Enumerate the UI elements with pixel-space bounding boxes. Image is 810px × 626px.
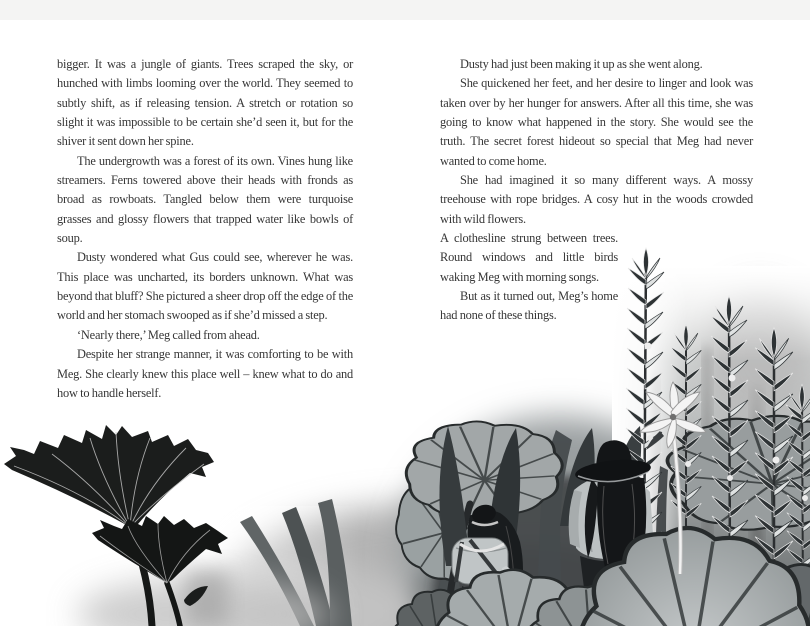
body-paragraph: She quickened her feet, and her desire to linger and look was taken over by her hunger for answers. After all this time, she was going to know what happened in the story. She would see the truth. The secret forest hideout so special that Meg had never wanted to come home.	[440, 76, 753, 168]
body-paragraph: bigger. It was a jungle of giants. Trees scraped the sky, or hunched with limbs looming over the world. They seemed to subtly shift, as if releasing tension. A stretch or rotation so slight it was impossible to be certain she’d seen it, but for the shiver it sent down her spine.	[57, 57, 353, 149]
text-wrap-around-illustration	[440, 229, 618, 326]
left-page-text-column	[57, 55, 353, 403]
body-paragraph: But as it turned out, Meg’s home had none of these things.	[440, 289, 618, 323]
body-paragraph: Despite her strange manner, it was comforting to be with Meg. She clearly knew this place well – knew what to do and how to handle herself.	[57, 347, 353, 400]
body-paragraph: She had imagined it so many different ways. A mossy treehouse with rope bridges. A cosy hut in the woods crowded with wild flowers.	[440, 173, 753, 226]
body-paragraph: Dusty had just been making it up as she went along.	[460, 57, 703, 71]
body-paragraph: Dusty wondered what Gus could see, wherever he was. This place was uncharted, its borders unknown. What was beyond that bluff? She pictured a sheer drop off the edge of the world and her stomach swooped as if she’d missed a step.	[57, 250, 353, 323]
page-scan-edge	[0, 0, 810, 20]
right-page-text-column	[440, 55, 753, 326]
body-paragraph: The undergrowth was a forest of its own. Vines hung like streamers. Ferns towered above their heads with fronds as broad as rowboats. Tangled below them were turquoise grasses and glossy flowers that trapped water like bowls of soup.	[57, 153, 353, 246]
body-paragraph: A clothesline strung between trees. Round windows and little birds waking Meg with morning songs.	[440, 231, 618, 284]
body-paragraph: ‘Nearly there,’ Meg called from ahead.	[77, 327, 260, 342]
